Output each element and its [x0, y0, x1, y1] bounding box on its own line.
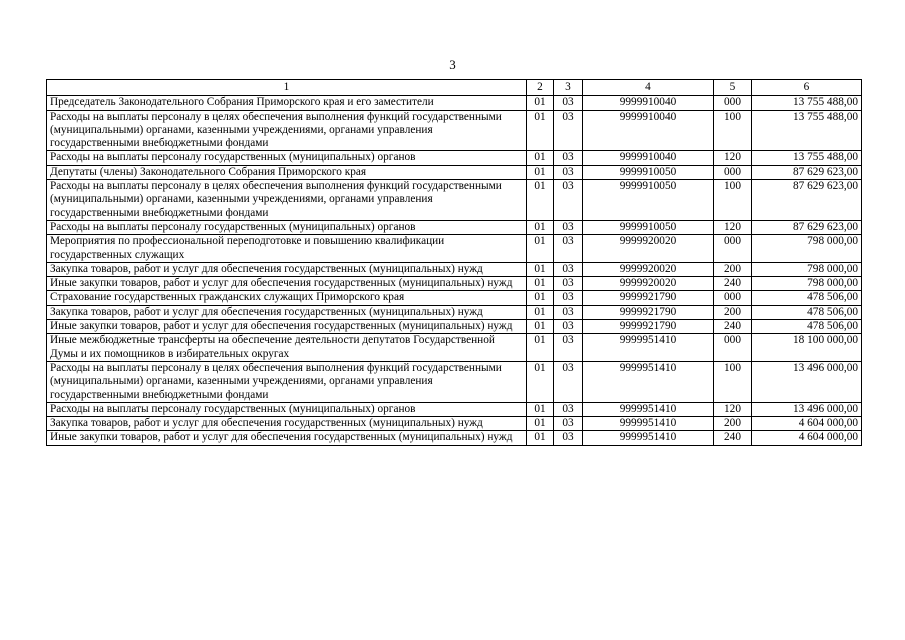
row-code3-cell: 03 [554, 110, 583, 151]
row-code4-cell: 9999920020 [583, 277, 714, 291]
row-code5-cell: 100 [714, 110, 752, 151]
row-name-cell: Закупка товаров, работ и услуг для обеспечения государственных (муниципальных) нужд [47, 305, 527, 319]
row-sum-cell: 13 496 000,00 [752, 402, 862, 416]
row-code4-cell: 9999910040 [583, 96, 714, 110]
table-row [47, 291, 862, 305]
row-code4-cell: 9999951410 [583, 402, 714, 416]
row-code5-cell: 120 [714, 220, 752, 234]
row-code4-cell: 9999921790 [583, 305, 714, 319]
table-row [47, 165, 862, 179]
row-code4-cell: 9999921790 [583, 291, 714, 305]
row-name-cell: Страхование государственных гражданских служащих Приморского края [47, 291, 527, 305]
row-code4-cell: 9999921790 [583, 320, 714, 334]
row-name-cell: Расходы на выплаты персоналу государственных (муниципальных) органов [47, 402, 527, 416]
page-number: 3 [449, 57, 456, 72]
row-code3-cell: 03 [554, 417, 583, 431]
row-name-cell: Закупка товаров, работ и услуг для обеспечения государственных (муниципальных) нужд [47, 417, 527, 431]
row-code4-cell: 9999951410 [583, 361, 714, 402]
row-code2-cell: 01 [527, 361, 554, 402]
row-sum-cell: 87 629 623,00 [752, 165, 862, 179]
row-code4-cell: 9999920020 [583, 235, 714, 263]
row-code3-cell: 03 [554, 402, 583, 416]
row-code3-cell: 03 [554, 262, 583, 276]
row-sum-cell: 87 629 623,00 [752, 220, 862, 234]
row-code2-cell: 01 [527, 235, 554, 263]
row-code5-cell: 000 [714, 291, 752, 305]
column-header: 3 [554, 80, 583, 96]
row-code4-cell: 9999910050 [583, 220, 714, 234]
column-header: 5 [714, 80, 752, 96]
table-body [47, 96, 862, 445]
row-code2-cell: 01 [527, 402, 554, 416]
row-code5-cell: 200 [714, 262, 752, 276]
row-code2-cell: 01 [527, 220, 554, 234]
row-code5-cell: 000 [714, 96, 752, 110]
row-code4-cell: 9999920020 [583, 262, 714, 276]
column-header: 4 [583, 80, 714, 96]
row-code3-cell: 03 [554, 180, 583, 221]
row-code4-cell: 9999951410 [583, 417, 714, 431]
table-row [47, 110, 862, 151]
row-code4-cell: 9999910040 [583, 151, 714, 165]
row-name-cell: Депутаты (члены) Законодательного Собрания Приморского края [47, 165, 527, 179]
row-code4-cell: 9999910050 [583, 165, 714, 179]
header-row [47, 80, 862, 96]
table-row [47, 305, 862, 319]
row-code5-cell: 100 [714, 361, 752, 402]
row-code5-cell: 240 [714, 277, 752, 291]
row-code2-cell: 01 [527, 334, 554, 362]
table-row [47, 235, 862, 263]
row-code2-cell: 01 [527, 277, 554, 291]
row-code2-cell: 01 [527, 110, 554, 151]
row-sum-cell: 87 629 623,00 [752, 180, 862, 221]
table-row [47, 320, 862, 334]
table-row [47, 262, 862, 276]
row-name-cell: Иные закупки товаров, работ и услуг для обеспечения государственных (муниципальных) нужд [47, 431, 527, 445]
row-code5-cell: 120 [714, 151, 752, 165]
row-code2-cell: 01 [527, 417, 554, 431]
row-sum-cell: 13 496 000,00 [752, 361, 862, 402]
row-name-cell: Расходы на выплаты персоналу государственных (муниципальных) органов [47, 151, 527, 165]
row-code5-cell: 100 [714, 180, 752, 221]
row-sum-cell: 798 000,00 [752, 262, 862, 276]
row-code3-cell: 03 [554, 291, 583, 305]
row-sum-cell: 13 755 488,00 [752, 151, 862, 165]
row-name-cell: Расходы на выплаты персоналу в целях обеспечения выполнения функций государственными (муниципальными) органами, казенными учреждениями, органами управления государственными внебюджетными фондами [47, 180, 527, 221]
row-code5-cell: 000 [714, 235, 752, 263]
row-name-cell: Расходы на выплаты персоналу в целях обеспечения выполнения функций государственными (муниципальными) органами, казенными учреждениями, органами управления государственными внебюджетными фондами [47, 361, 527, 402]
row-name-cell: Иные межбюджетные трансферты на обеспечение деятельности депутатов Государственной Думы и их помощников в избирательных округах [47, 334, 527, 362]
row-code3-cell: 03 [554, 305, 583, 319]
row-name-cell: Мероприятия по профессиональной переподготовке и повышению квалификации государственных служащих [47, 235, 527, 263]
table-row [47, 277, 862, 291]
column-header: 1 [47, 80, 527, 96]
row-code5-cell: 240 [714, 320, 752, 334]
row-code3-cell: 03 [554, 151, 583, 165]
row-sum-cell: 13 755 488,00 [752, 110, 862, 151]
row-code4-cell: 9999910040 [583, 110, 714, 151]
row-code3-cell: 03 [554, 277, 583, 291]
row-code5-cell: 200 [714, 417, 752, 431]
row-code5-cell: 120 [714, 402, 752, 416]
row-code3-cell: 03 [554, 165, 583, 179]
column-header: 2 [527, 80, 554, 96]
row-sum-cell: 13 755 488,00 [752, 96, 862, 110]
row-code2-cell: 01 [527, 262, 554, 276]
row-code2-cell: 01 [527, 305, 554, 319]
table-row [47, 402, 862, 416]
row-code2-cell: 01 [527, 180, 554, 221]
table-row [47, 361, 862, 402]
row-code5-cell: 240 [714, 431, 752, 445]
table-row [47, 96, 862, 110]
row-sum-cell: 478 506,00 [752, 320, 862, 334]
row-code3-cell: 03 [554, 431, 583, 445]
row-code3-cell: 03 [554, 334, 583, 362]
row-code2-cell: 01 [527, 151, 554, 165]
table-row [47, 431, 862, 445]
table-row [47, 180, 862, 221]
row-sum-cell: 4 604 000,00 [752, 431, 862, 445]
table-row [47, 151, 862, 165]
row-code2-cell: 01 [527, 96, 554, 110]
table-row [47, 220, 862, 234]
row-code2-cell: 01 [527, 165, 554, 179]
row-code3-cell: 03 [554, 320, 583, 334]
row-code2-cell: 01 [527, 320, 554, 334]
column-header: 6 [752, 80, 862, 96]
row-code2-cell: 01 [527, 431, 554, 445]
row-code5-cell: 000 [714, 165, 752, 179]
row-name-cell: Расходы на выплаты персоналу в целях обеспечения выполнения функций государственными (муниципальными) органами, казенными учреждениями, органами управления государственными внебюджетными фондами [47, 110, 527, 151]
row-code4-cell: 9999951410 [583, 334, 714, 362]
table-row [47, 334, 862, 362]
row-sum-cell: 478 506,00 [752, 291, 862, 305]
row-sum-cell: 4 604 000,00 [752, 417, 862, 431]
row-code5-cell: 000 [714, 334, 752, 362]
row-code3-cell: 03 [554, 361, 583, 402]
row-sum-cell: 798 000,00 [752, 277, 862, 291]
row-name-cell: Закупка товаров, работ и услуг для обеспечения государственных (муниципальных) нужд [47, 262, 527, 276]
row-code4-cell: 9999910050 [583, 180, 714, 221]
row-code4-cell: 9999951410 [583, 431, 714, 445]
row-code3-cell: 03 [554, 96, 583, 110]
row-name-cell: Иные закупки товаров, работ и услуг для обеспечения государственных (муниципальных) нужд [47, 277, 527, 291]
row-name-cell: Председатель Законодательного Собрания Приморского края и его заместители [47, 96, 527, 110]
row-name-cell: Иные закупки товаров, работ и услуг для обеспечения государственных (муниципальных) нужд [47, 320, 527, 334]
row-sum-cell: 478 506,00 [752, 305, 862, 319]
row-code3-cell: 03 [554, 220, 583, 234]
row-name-cell: Расходы на выплаты персоналу государственных (муниципальных) органов [47, 220, 527, 234]
row-sum-cell: 798 000,00 [752, 235, 862, 263]
row-code2-cell: 01 [527, 291, 554, 305]
budget-table [46, 79, 862, 446]
table-header [47, 80, 862, 96]
table-row [47, 417, 862, 431]
row-code5-cell: 200 [714, 305, 752, 319]
row-code3-cell: 03 [554, 235, 583, 263]
row-sum-cell: 18 100 000,00 [752, 334, 862, 362]
